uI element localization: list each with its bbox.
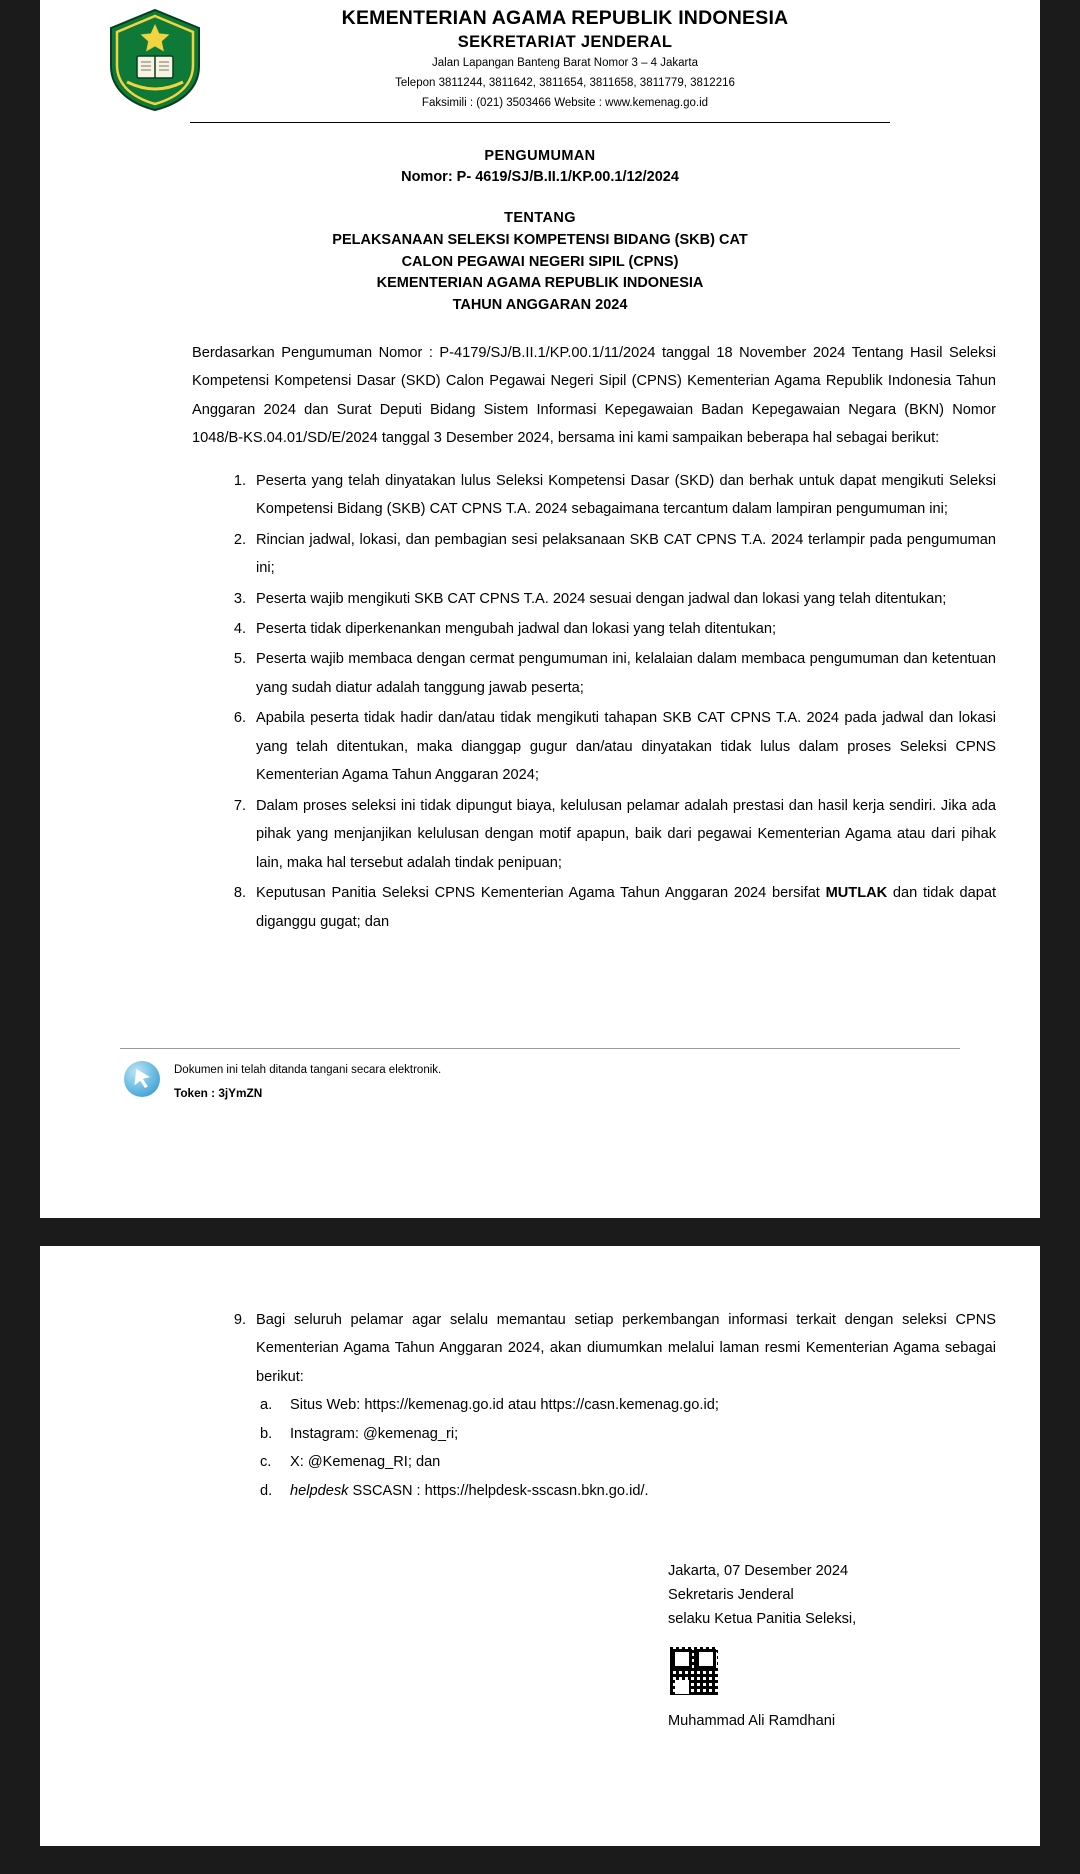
document-page-2 [40,1246,1040,1846]
place-and-date: Jakarta, 07 Desember 2024 [668,1563,849,1580]
subject-line-2: CALON PEGAWAI NEGERI SIPIL (CPNS) [401,253,679,270]
document-type-title: PENGUMUMAN [484,148,596,164]
letterhead [80,0,1000,112]
list-item: Peserta tidak diperkenankan mengubah jadwal dan lokasi yang telah ditentukan; [256,621,777,638]
phone-line: Telepon 3811244, 3811642, 3811654, 3811658, 3811779, 3812216 [395,77,735,90]
document-number: Nomor: P- 4619/SJ/B.II.1/KP.00.1/12/2024 [401,169,679,186]
announcement-list-continued [80,1306,1000,1505]
electronic-signature-icon [124,1061,160,1097]
signature-qr-code-icon [668,1645,720,1697]
ministry-name: KEMENTERIAN AGAMA REPUBLIK INDONESIA [341,7,789,29]
signer-name: Muhammad Ali Ramdhani [668,1713,836,1730]
esign-token: Token : 3jYmZN [174,1086,263,1101]
esign-statement: Dokumen ini telah ditanda tangani secara elektronik. [174,1064,442,1076]
item8-text-post: dan tidak dapat diganggu gugat; dan [256,885,997,930]
item8-text-pre: Keputusan Panitia Seleksi CPNS Kementerian Agama Tahun Anggaran 2024 bersifat [256,885,826,902]
list-item: Apabila peserta tidak hadir dan/atau tidak mengikuti tahapan SKB CAT CPNS T.A. 2024 pada jadwal dan lokasi yang telah ditentukan, maka dianggap gugur dan/atau dinyatakan tidak lulus dalam proses Seleksi CPNS Kementerian Agama Tahun Anggaran 2024; [256,710,996,784]
item9-text: Bagi seluruh pelamar agar selalu memantau setiap perkembangan informasi terkait dengan seleksi CPNS Kementerian Agama Tahun Anggaran 2024, akan diumumkan melalui laman resmi Kementerian Agama sebagai berikut: [256,1312,996,1385]
letterhead-divider [190,122,890,123]
list-item: Rincian jadwal, lokasi, dan pembagian sesi pelaksanaan SKB CAT CPNS T.A. 2024 terlampir pada pengumuman ini; [256,531,996,577]
fax-website-line: Faksimili : (021) 3503466 Website : www.kemenag.go.id [421,96,709,109]
address-line: Jalan Lapangan Banteng Barat Nomor 3 – 4 Jakarta [432,57,698,70]
about-label: TENTANG [504,210,576,227]
list-item: X: @Kemenag_RI; dan [290,1454,441,1471]
signer-position-2: selaku Ketua Panitia Seleksi, [668,1611,857,1628]
signer-position-1: Sekretaris Jenderal [668,1587,794,1604]
subject-line-3: KEMENTERIAN AGAMA REPUBLIK INDONESIA [376,275,704,292]
list-item: Instagram: @kemenag_ri; [290,1425,459,1442]
intro-paragraph: Berdasarkan Pengumuman Nomor : P-4179/SJ/B.II.1/KP.00.1/11/2024 tanggal 18 November 2024 Tentang Hasil Seleksi Kompetensi Kompetensi Dasar (SKD) Calon Pegawai Negeri Sipil (CPNS) Kementerian Agama Republik Indonesia Tahun Anggaran 2024 dan Surat Deputi Bidang Sistem Informasi Kepegawaian Badan Kepegawaian Negara (BKN) Nomor 1048/B-KS.04.01/SD/E/2024 tanggal 3 Desember 2024, bersama ini kami sampaikan beberapa hal sebagai berikut: [192,344,996,447]
closing-block [80,1559,1000,1733]
item8-emphasis: MUTLAK [825,885,888,902]
department-name: SEKRETARIAT JENDERAL [457,33,673,52]
logo-container [80,6,230,112]
list-item: Peserta wajib mengikuti SKB CAT CPNS T.A. 2024 sesuai dengan jadwal dan lokasi yang telah ditentukan; [256,590,947,607]
list-item: Situs Web: https://kemenag.go.id atau https://casn.kemenag.go.id; [290,1397,719,1414]
title-block [80,145,1000,317]
kemenag-logo-icon [107,8,203,112]
announcement-list [80,467,1000,936]
esign-text-block [174,1059,441,1100]
list-item: Peserta yang telah dinyatakan lulus Seleksi Kompetensi Dasar (SKD) dan berhak untuk dapat mengikuti Seleksi Kompetensi Bidang (SKB) CAT CPNS T.A. 2024 sebagaimana tercantum dalam lampiran pengumuman ini; [256,472,996,518]
helpdesk-label: helpdesk [290,1482,349,1499]
helpdesk-url: SSCASN : https://helpdesk-sscasn.bkn.go.id/. [348,1482,649,1499]
document-page-1 [40,0,1040,1218]
list-item: Dalam proses seleksi ini tidak dipungut biaya, kelulusan pelamar adalah prestasi dan hasil kerja sendiri. Jika ada pihak yang menjanjikan kelulusan dengan motif apapun, baik dari pegawai Kementerian Agama atau dari pihak lain, maka hal tersebut adalah tindak penipuan; [256,797,996,871]
list-item [256,1477,996,1505]
official-channels-list [256,1391,996,1505]
list-item [224,1306,996,1505]
list-item [224,879,996,936]
list-item: Peserta wajib membaca dengan cermat pengumuman ini, kelalaian dalam membaca pengumuman dan ketentuan yang sudah diatur adalah tanggung jawab peserta; [256,651,996,696]
electronic-signature-block [80,1049,1000,1100]
subject-line-1: PELAKSANAAN SELEKSI KOMPETENSI BIDANG (SKB) CAT [332,231,748,248]
subject-line-4: TAHUN ANGGARAN 2024 [452,297,628,314]
letterhead-text [230,6,1000,111]
